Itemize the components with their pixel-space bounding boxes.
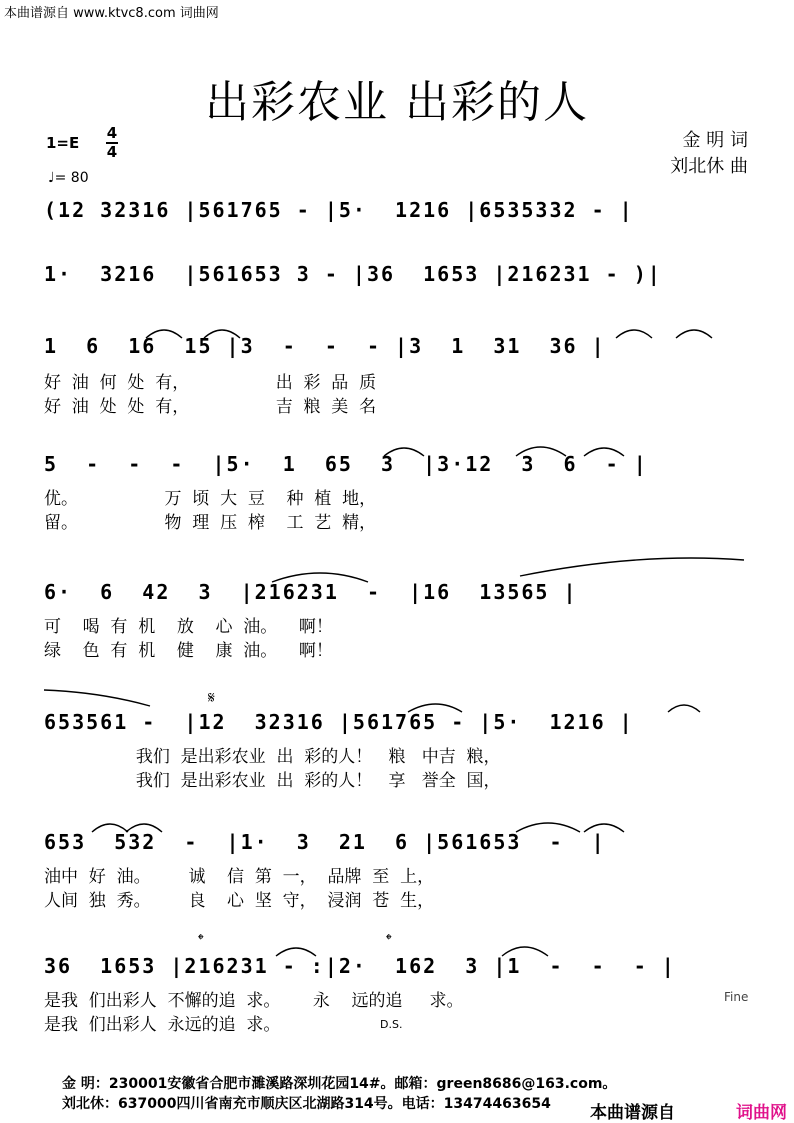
footer-contact-1: 金 明：230001安徽省合肥市濉溪路深圳花园14#。邮箱：green8686@163.com。 <box>62 1076 617 1092</box>
lyric-row-4a: 优。 万 顷 大 豆 种 植 地， <box>44 489 377 509</box>
slur <box>584 824 624 832</box>
time-top: 4 <box>106 124 118 142</box>
lyric-row-3a: 好 油 何 处 有， 出 彩 品 质 <box>44 373 377 393</box>
slur <box>668 705 700 712</box>
coda-mark-1: 𝄌 <box>198 930 204 949</box>
notes-row-3: 1 6 16 15 |3 - - - |3 1 31 36 | <box>44 334 606 358</box>
lyric-row-5a: 可 喝 有 机 放 心 油。 啊！ <box>44 617 333 637</box>
slur <box>384 448 424 456</box>
notes-row-4: 5 - - - |5· 1 65 3 |3·12 3 6 - | <box>44 452 648 476</box>
composer-credit: 刘北休 曲 <box>670 156 748 177</box>
lyric-row-6a: 我们 是出彩农业 出 彩的人！ 粮 中吉 粮， <box>44 747 501 767</box>
coda-mark-2: 𝄌 <box>386 930 392 949</box>
segno-mark: 𝄋 <box>208 688 215 707</box>
ds-mark: D.S. <box>380 1018 403 1031</box>
site-logo-text: 词曲网 <box>736 1103 787 1123</box>
lyricist-credit: 金 明 词 <box>682 130 748 151</box>
notes-row-1: (12 32316 |561765 - |5· 1216 |6535332 - | <box>44 198 634 222</box>
source-watermark: 本曲谱源自 www.ktvc8.com 词曲网 <box>4 6 219 21</box>
slur <box>146 330 182 338</box>
fine-mark: Fine <box>724 990 749 1004</box>
lyric-row-5b: 绿 色 有 机 健 康 油。 啊！ <box>44 641 333 661</box>
key-signature: 1=E <box>46 134 80 152</box>
slur <box>272 573 368 582</box>
notes-row-7: 653 532 - |1· 3 21 6 |561653 - | <box>44 830 606 854</box>
slur <box>516 823 580 832</box>
slur <box>276 948 316 956</box>
slur <box>520 558 744 576</box>
tempo-marking: ♩= 80 <box>48 170 89 186</box>
lyric-row-4b: 留。 物 理 压 榨 工 艺 精， <box>44 513 377 533</box>
notes-row-2: 1· 3216 |561653 3 - |36 1653 |216231 - )| <box>44 262 662 286</box>
slur <box>408 704 462 712</box>
slur <box>502 947 548 956</box>
slur <box>584 448 624 456</box>
lyric-row-8a: 是我 们出彩人 不懈的追 求。 永 远的追 求。 <box>44 991 464 1011</box>
slur <box>92 824 128 832</box>
lyric-row-7b: 人间 独 秀。 良 心 坚 守， 浸润 苍 生， <box>44 891 435 911</box>
lyric-row-3b: 好 油 处 处 有， 吉 粮 美 名 <box>44 397 377 417</box>
song-title: 出彩农业 出彩的人 <box>205 77 589 128</box>
lyric-row-7a: 油中 好 油。 诚 信 第 一， 品牌 至 上， <box>44 867 435 887</box>
notes-row-8: 36 1653 |216231 - :|2· 162 3 |1 - - - | <box>44 954 676 978</box>
footer-contact-2: 刘北休：637000四川省南充市顺庆区北湖路314号。电话：13474463654 <box>62 1096 551 1112</box>
slur <box>44 690 150 706</box>
time-bottom: 4 <box>106 143 118 161</box>
slur <box>204 330 240 338</box>
lyric-row-6b: 我们 是出彩农业 出 彩的人！ 享 誉全 国， <box>44 771 501 791</box>
slur <box>516 447 566 456</box>
slur <box>126 824 162 832</box>
notes-row-5: 6· 6 42 3 |216231 - |16 13565 | <box>44 580 578 604</box>
source-stamp: 本曲谱源自 <box>590 1103 675 1123</box>
slur <box>616 330 652 338</box>
slur <box>676 330 712 338</box>
lyric-row-8b: 是我 们出彩人 永远的追 求。 <box>44 1015 281 1035</box>
notes-row-6: 653561 - |12 32316 |561765 - |5· 1216 | <box>44 710 634 734</box>
